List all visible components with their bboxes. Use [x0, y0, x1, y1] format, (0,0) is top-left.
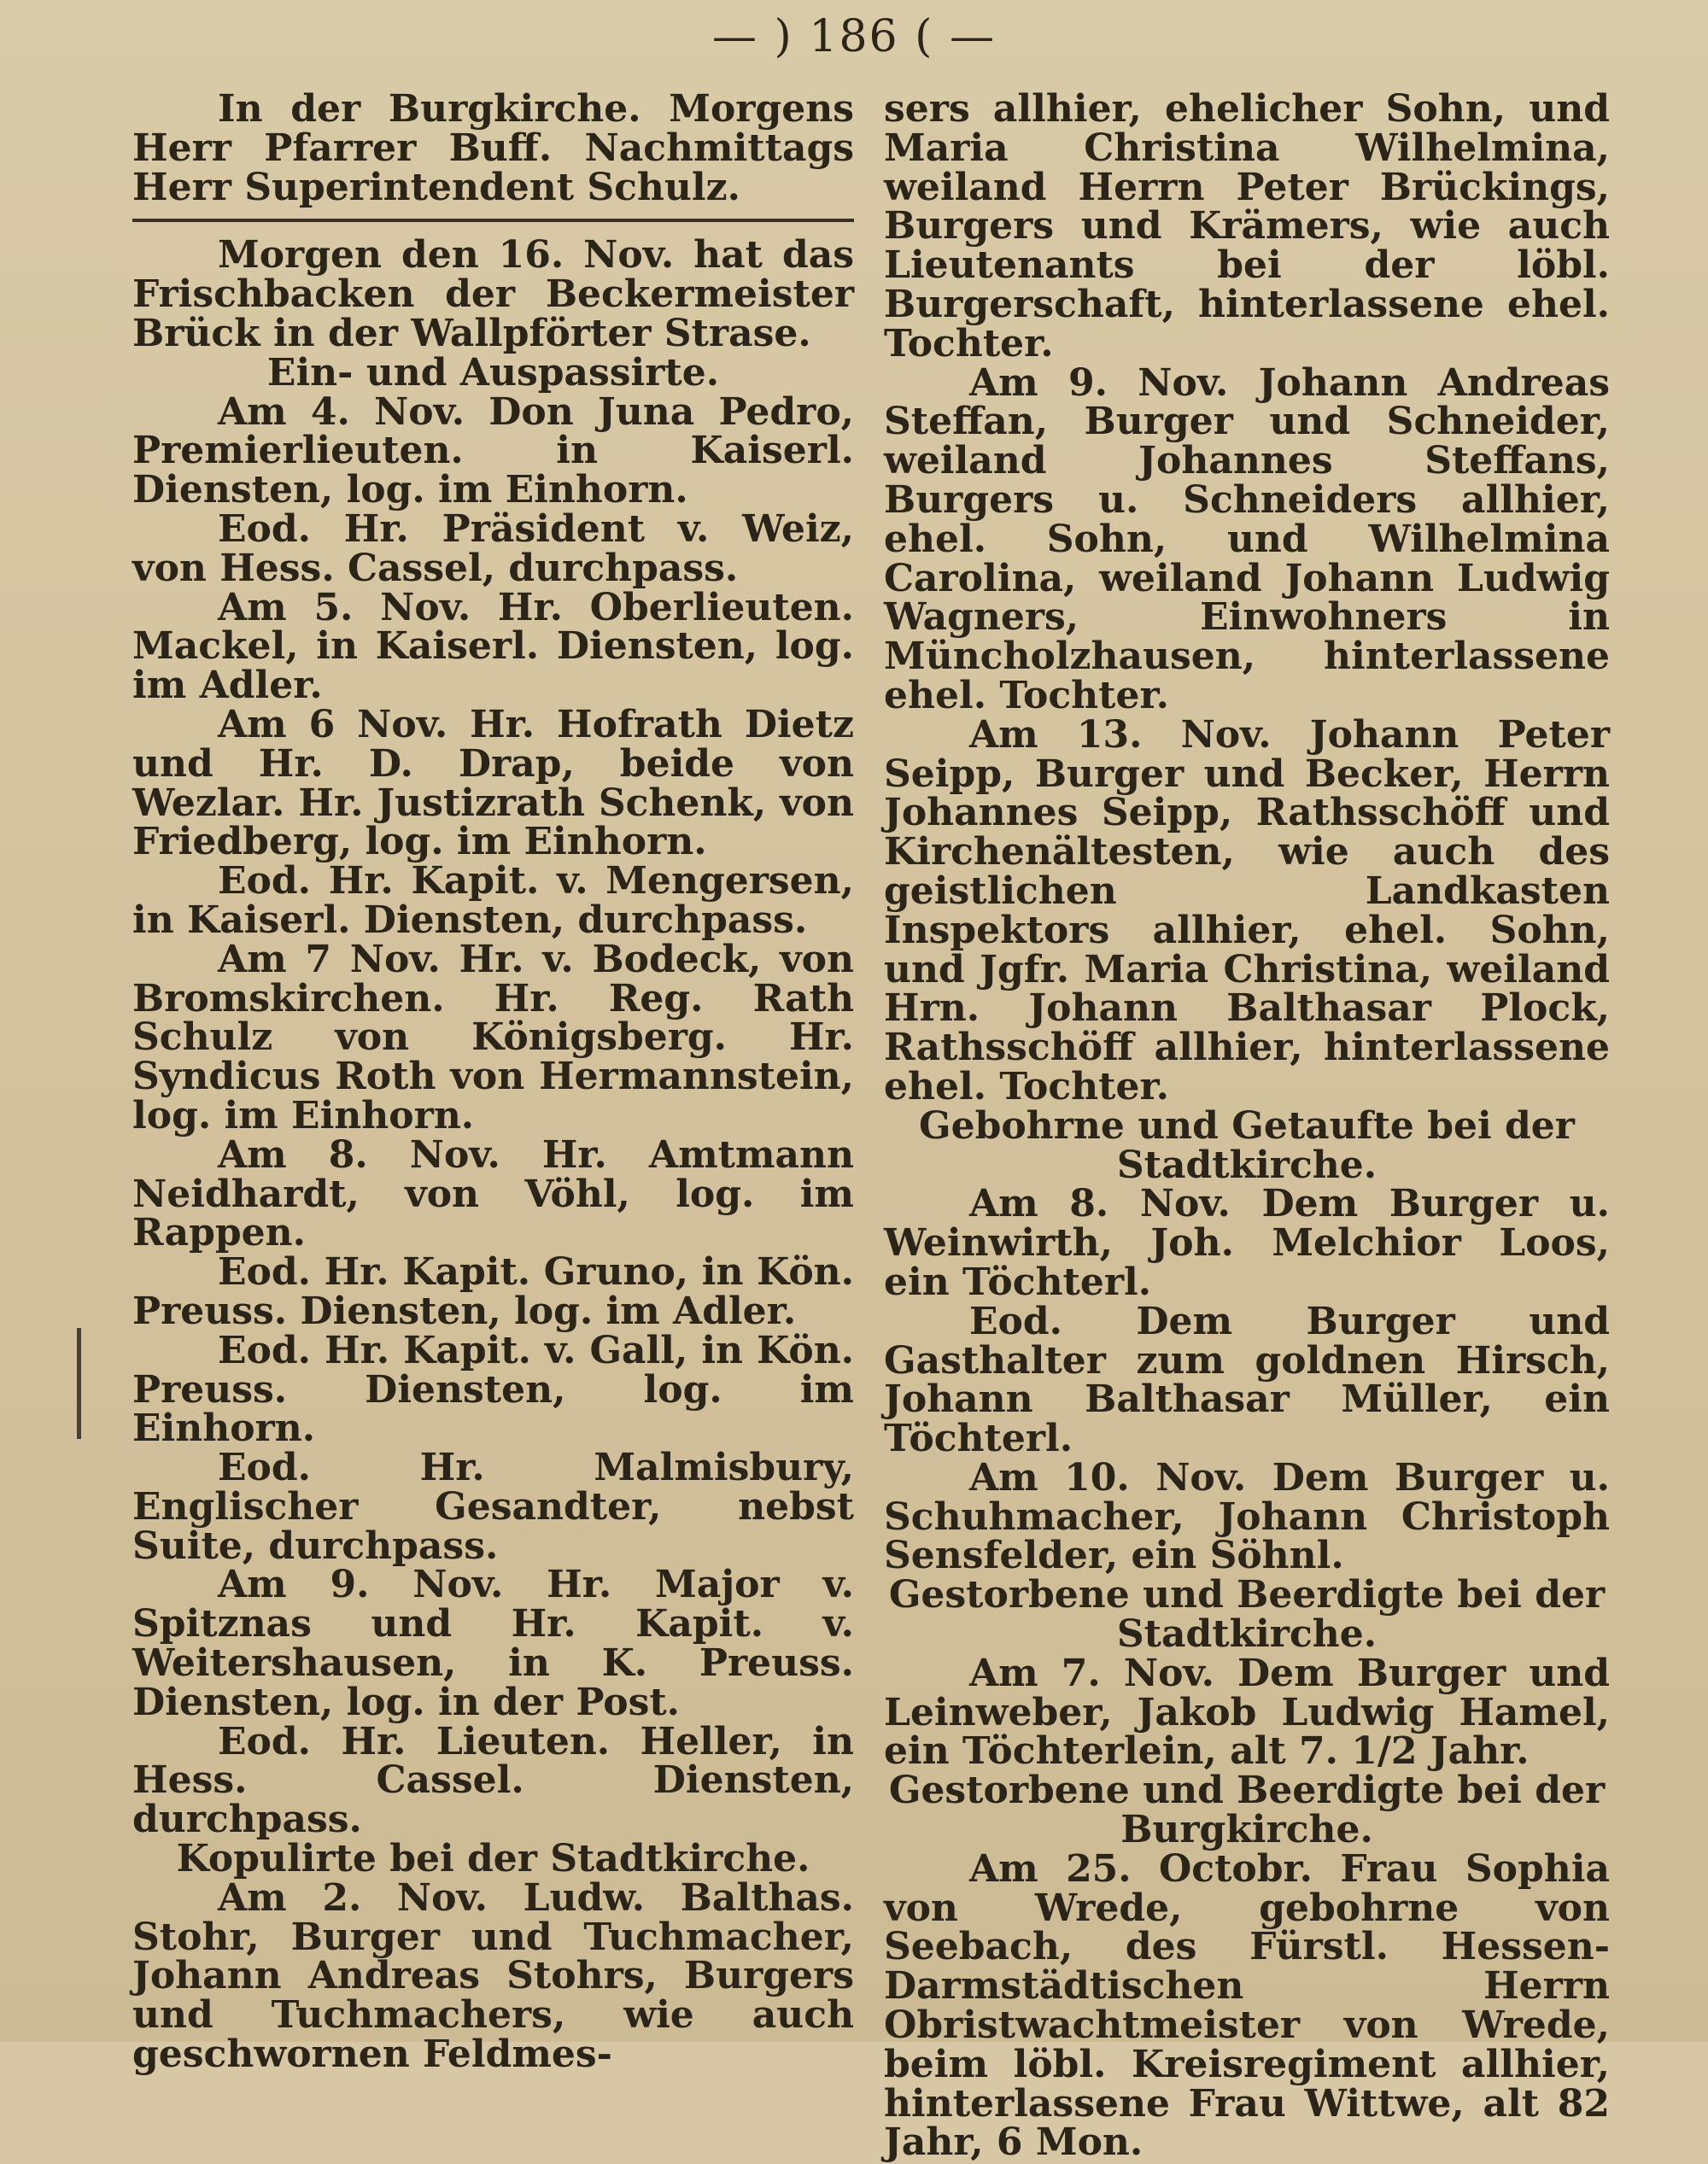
- section-heading-deaths-burgkirche: Gestorbene und Beerdigte bei der Burgkirche.: [888, 1769, 1606, 1852]
- death-entry: Am 25. Octobr. Frau Sophia von Wrede, gebohrne von Seebach, des Fürstl. Hessen-Darmstädtischen Herrn Obristwachtmeister von Wrede, beim löbl. Kreisregiment allhier, hinterlassene Frau Wittwe, alt 82 Jahr, 6 Mon.: [884, 1846, 1610, 2164]
- traveller-entry: Eod. Hr. Kapit. v. Gall, in Kön. Preuss. Diensten, log. im Einhorn.: [132, 1328, 854, 1451]
- section-heading-travellers: Ein- und Auspassirte.: [266, 350, 720, 395]
- section-heading-births: Gebohrne und Getaufte bei der Stadtkirche.: [919, 1103, 1575, 1187]
- marriage-entry: Am 13. Nov. Johann Peter Seipp, Burger und Becker, Herrn Johannes Seipp, Rathsschöff und Kirchenältesten, wie auch des geistlichen Landkasten Inspektors allhier, ehel. Sohn, und Jgfr. Maria Christina, weiland Hrn. Johann Balthasar Plock, Rathsschöff allhier, hinterlassene ehel. Tochter.: [884, 712, 1610, 1108]
- death-entry: Am 7. Nov. Dem Burger und Leinweber, Jakob Ludwig Hamel, ein Töchterlein, alt 7. 1/2 Jahr.: [884, 1651, 1610, 1774]
- traveller-entry: Eod. Hr. Lieuten. Heller, in Hess. Cassel. Diensten, durchpass.: [132, 1719, 854, 1842]
- margin-mark: [77, 1328, 90, 1439]
- birth-entry: Eod. Dem Burger und Gasthalter zum goldnen Hirsch, Johann Balthasar Müller, ein Töchterl.: [884, 1299, 1610, 1461]
- traveller-entry: Am 7 Nov. Hr. v. Bodeck, von Bromskirchen. Hr. Reg. Rath Schulz von Königsberg. Hr. Syndicus Roth von Hermannstein, log. im Einhorn.: [132, 937, 854, 1138]
- traveller-entry: Eod. Hr. Kapit. v. Mengersen, in Kaiserl. Diensten, durchpass.: [132, 859, 854, 942]
- marriage-entry: Am 2. Nov. Ludw. Balthas. Stohr, Burger und Tuchmacher, Johann Andreas Stohrs, Burgers und Tuchmachers, wie auch geschwornen Feldmes-: [132, 1875, 854, 2077]
- traveller-entry: Am 5. Nov. Hr. Oberlieuten. Mackel, in Kaiserl. Diensten, log. im Adler.: [132, 585, 854, 708]
- church-service-notice: In der Burgkirche. Morgens Herr Pfarrer Buff. Nachmittags Herr Superintendent Schulz.: [132, 87, 854, 209]
- traveller-entry: Eod. Hr. Kapit. Gruno, in Kön. Preuss. Diensten, log. im Adler.: [132, 1250, 854, 1333]
- right-column: [884, 87, 1610, 2164]
- section-heading-deaths-stadtkirche: Gestorbene und Beerdigte bei der Stadtkirche.: [888, 1573, 1606, 1657]
- traveller-entry: Am 4. Nov. Don Juna Pedro, Premierlieuten. in Kaiserl. Diensten, log. im Einhorn.: [132, 389, 854, 512]
- birth-entry: Am 8. Nov. Dem Burger u. Weinwirth, Joh. Melchior Loos, ein Töchterl.: [884, 1182, 1610, 1304]
- left-column: [132, 87, 854, 2077]
- traveller-entry: Eod. Hr. Präsident v. Weiz, von Hess. Cassel, durchpass.: [132, 506, 854, 590]
- traveller-entry: Am 9. Nov. Hr. Major v. Spitznas und Hr. Kapit. v. Weitershausen, in K. Preuss. Diensten, log. in der Post.: [132, 1563, 854, 1724]
- marriage-entry-continued: sers allhier, ehelicher Sohn, und Maria Christina Wilhelmina, weiland Herrn Peter Brückings, Burgers und Krämers, wie auch Lieutenants bei der löbl. Burgerschaft, hinterlassene ehel. Tochter.: [884, 87, 1610, 366]
- bakery-notice: Morgen den 16. Nov. hat das Frischbacken der Beckermeister Brück in der Wallpförter Strase.: [132, 233, 854, 355]
- traveller-entry: Am 6 Nov. Hr. Hofrath Dietz und Hr. D. Drap, beide von Wezlar. Hr. Justizrath Schenk, von Friedberg, log. im Einhorn.: [132, 702, 854, 864]
- page-number-header: — ) 186 ( —: [712, 11, 996, 62]
- traveller-entry: Eod. Hr. Malmisbury, Englischer Gesandter, nebst Suite, durchpass.: [132, 1446, 854, 1568]
- marriage-entry: Am 9. Nov. Johann Andreas Steffan, Burger und Schneider, weiland Johannes Steffans, Burgers u. Schneiders allhier, ehel. Sohn, und Wilhelmina Carolina, weiland Johann Ludwig Wagners, Einwohners in Müncholzhausen, hinterlassene ehel. Tochter.: [884, 360, 1610, 717]
- traveller-entry: Am 8. Nov. Hr. Amtmann Neidhardt, von Vöhl, log. im Rappen.: [132, 1132, 854, 1255]
- birth-entry: Am 10. Nov. Dem Burger u. Schuhmacher, Johann Christoph Sensfelder, ein Söhnl.: [884, 1455, 1610, 1578]
- section-heading-marriages: Kopulirte bei der Stadtkirche.: [176, 1837, 810, 1881]
- divider-rule: [132, 219, 854, 222]
